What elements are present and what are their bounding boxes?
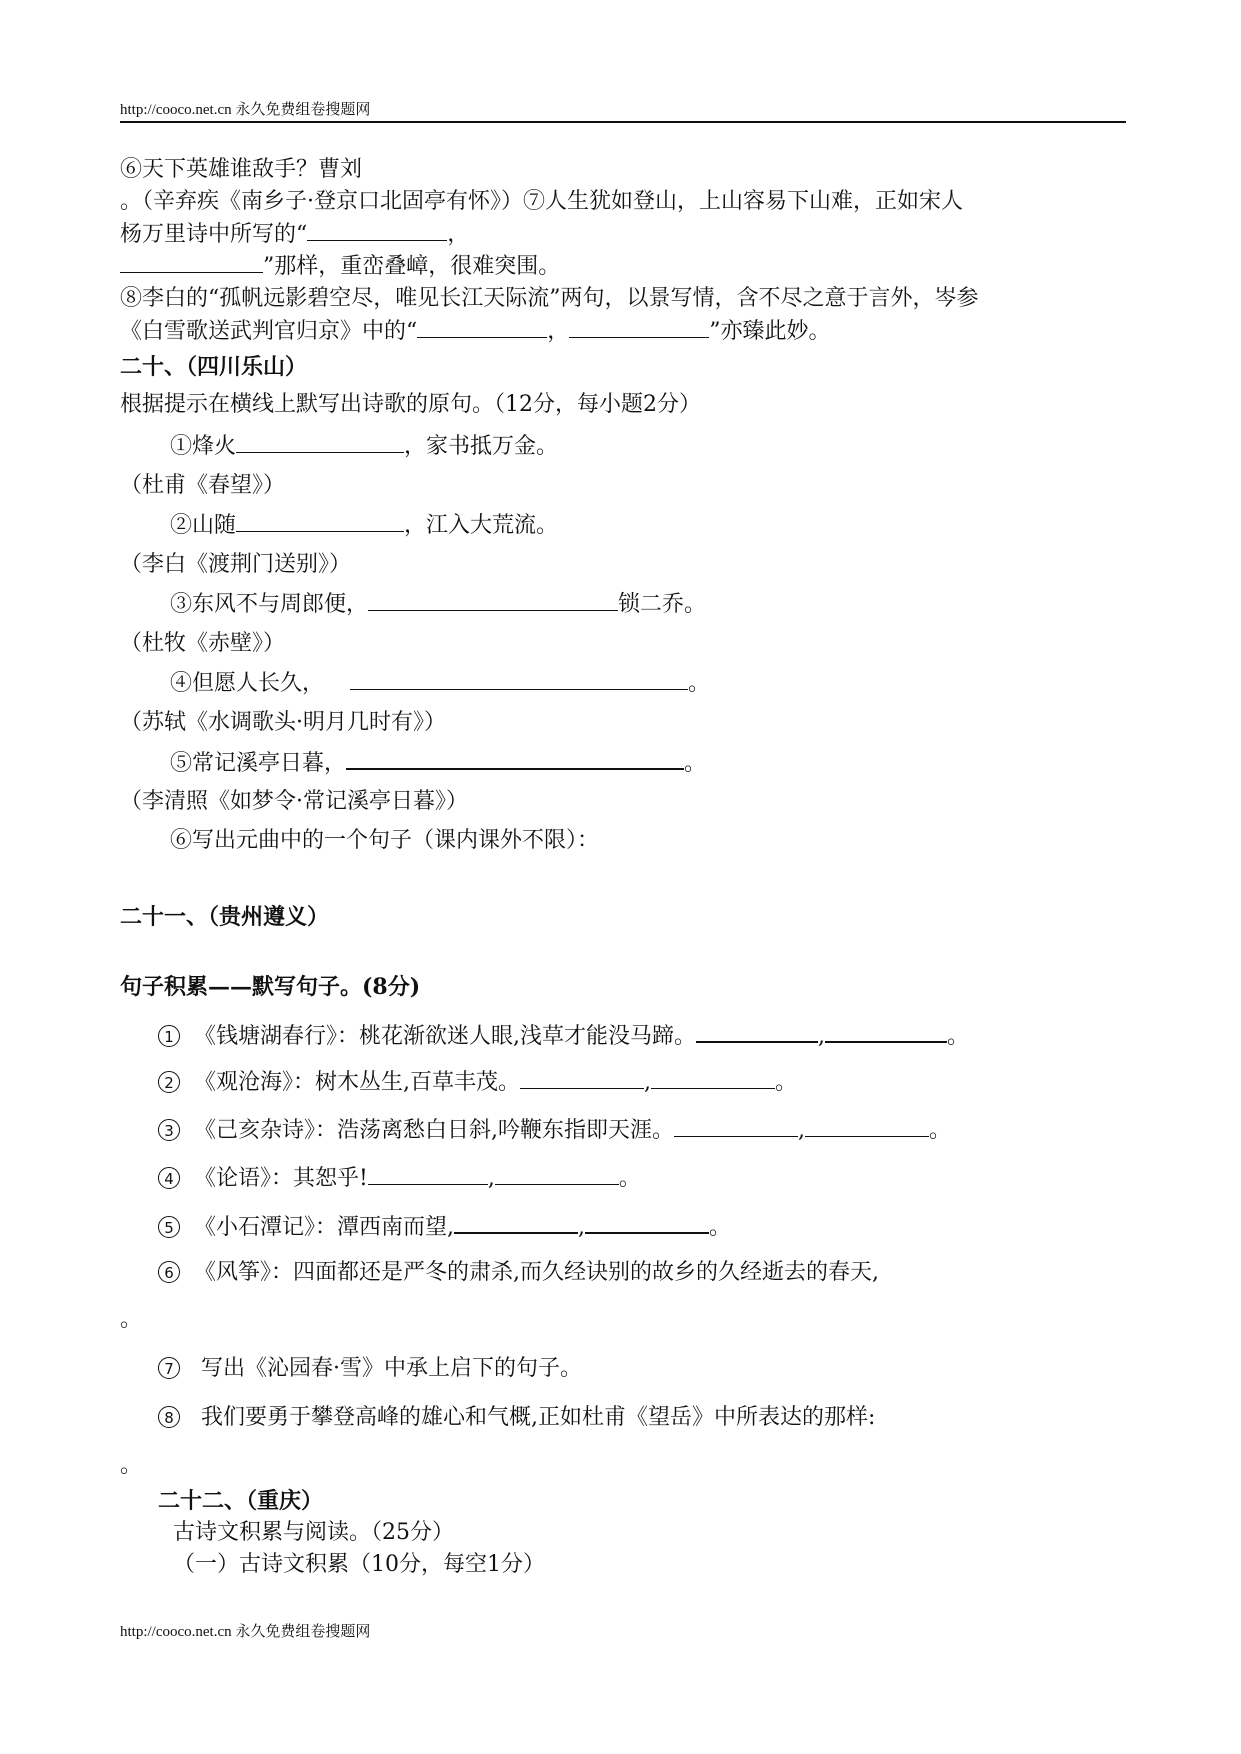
question-text: 但愿人长久，	[192, 671, 325, 696]
top-line-4	[120, 252, 560, 281]
question-text: 写出《沁园春·雪》中承上启下的句子。	[200, 1356, 582, 1381]
item-number-circle: 5	[158, 1216, 180, 1238]
s20-item-4	[170, 669, 710, 698]
s20-item-5	[170, 748, 706, 778]
answer-blank[interactable]	[825, 1021, 947, 1043]
question-text: 杨万里诗中所写的“	[120, 222, 308, 247]
answer-blank[interactable]	[368, 1164, 488, 1185]
answer-blank[interactable]	[350, 669, 688, 690]
item-number: ⑧	[120, 286, 143, 311]
answer-blank[interactable]	[495, 1164, 619, 1185]
s20-source-5: （李清照《如梦令·常记溪亭日暮》）	[120, 789, 468, 814]
s21-item-8	[158, 1404, 875, 1432]
item-number: ②	[170, 513, 193, 538]
item-number-circle: 2	[158, 1071, 180, 1093]
question-text: 锁二乔。	[618, 592, 707, 617]
s20-source-3: （杜牧《赤壁》）	[120, 631, 286, 656]
answer-blank[interactable]	[454, 1212, 578, 1234]
answer-blank[interactable]	[417, 317, 547, 338]
footer-site: http://cooco.net.cn	[120, 1624, 232, 1640]
header-rule	[120, 121, 1126, 123]
period: 。	[775, 1070, 798, 1095]
top-line-2	[120, 188, 963, 216]
question-text: 天下英雄谁敌手？曹刘	[142, 157, 363, 182]
item-number: ①	[170, 434, 193, 459]
separator: ,	[578, 1215, 585, 1240]
item-number: ③	[170, 592, 193, 617]
period: 。	[947, 1024, 970, 1049]
answer-blank[interactable]	[120, 252, 263, 273]
s20-source-2: （李白《渡荆门送别》）	[120, 552, 352, 577]
item-number-circle: 7	[158, 1357, 180, 1379]
s20-item-2	[170, 511, 558, 540]
answer-blank[interactable]	[674, 1116, 798, 1137]
section-22-intro: 古诗文积累与阅读。（25分）	[173, 1520, 454, 1545]
question-text: 常记溪亭日暮，	[192, 751, 347, 776]
header-site: http://cooco.net.cn	[120, 102, 232, 118]
item-number-circle: 4	[158, 1167, 180, 1189]
s20-source-1: （杜甫《春望》）	[120, 473, 286, 498]
page-footer	[120, 1623, 370, 1641]
s21-item-5	[158, 1212, 731, 1242]
period: 。	[709, 1215, 732, 1240]
answer-blank[interactable]	[696, 1021, 818, 1043]
answer-blank[interactable]	[368, 590, 618, 611]
item-number: ④	[170, 671, 193, 696]
separator: ,	[818, 1024, 825, 1049]
question-text: ，家书抵万金。	[404, 434, 559, 459]
s21-item-3	[158, 1116, 951, 1145]
s20-item-1	[170, 432, 558, 461]
section-20-intro: 根据提示在横线上默写出诗歌的原句。（12分，每小题2分）	[120, 392, 701, 417]
question-text: 《风筝》：四面都还是严冬的肃杀,而久经诀别的故乡的久经逝去的春天,	[194, 1260, 879, 1285]
question-text: 东风不与周郎便，	[192, 592, 369, 617]
top-line-3	[120, 220, 469, 249]
answer-blank[interactable]	[307, 220, 447, 241]
footer-tagline: 永久免费组卷搜题网	[235, 1624, 371, 1640]
question-text: ，	[447, 222, 470, 247]
s21-item-4	[158, 1164, 641, 1193]
answer-blank[interactable]	[236, 432, 404, 453]
separator: ,	[798, 1118, 805, 1143]
answer-blank[interactable]	[520, 1068, 644, 1089]
s21-item-1	[158, 1021, 969, 1051]
question-text: 李白的“孤帆远影碧空尽，唯见长江天际流”两句，以景写情，含不尽之意于言外，岑参	[142, 286, 979, 311]
question-text: 《白雪歌送武判官归京》中的“	[120, 319, 418, 344]
s21-item-6-cont: 。	[120, 1307, 143, 1332]
question-text: 《己亥杂诗》：浩荡离愁白日斜,吟鞭东指即天涯。	[194, 1118, 674, 1143]
period: 。	[929, 1118, 952, 1143]
answer-blank[interactable]	[651, 1068, 775, 1089]
section-22-sub: （一）古诗文积累（10分，每空1分）	[173, 1552, 545, 1577]
question-text: 写出元曲中的一个句子（课内课外不限）：	[192, 828, 600, 853]
item-number-circle: 8	[158, 1406, 180, 1428]
s20-item-6	[170, 827, 599, 855]
question-text: ”亦臻此妙。	[709, 319, 831, 344]
question-text: 《观沧海》：树木丛生,百草丰茂。	[194, 1070, 520, 1095]
question-text: 我们要勇于攀登高峰的雄心和气概,正如杜甫《望岳》中所表达的那样:	[200, 1405, 876, 1430]
item-number: ⑤	[170, 751, 193, 776]
question-text: 。	[688, 671, 711, 696]
answer-blank[interactable]	[585, 1212, 709, 1234]
s21-item-2	[158, 1068, 797, 1097]
question-text: 《论语》：其恕乎!	[194, 1166, 368, 1191]
top-line-5	[120, 285, 979, 313]
answer-blank[interactable]	[346, 748, 684, 770]
separator: ,	[644, 1070, 651, 1095]
answer-blank[interactable]	[236, 511, 404, 532]
s21-item-8-cont: 。	[120, 1453, 143, 1478]
item-number-circle: 1	[158, 1025, 180, 1047]
question-text: ”那样，重峦叠嶂，很难突围。	[263, 254, 561, 279]
question-text: 。	[684, 751, 707, 776]
item-number-circle: 3	[158, 1119, 180, 1141]
s20-source-4: （苏轼《水调歌头·明月几时有》）	[120, 710, 446, 735]
separator: ,	[487, 1166, 495, 1191]
s20-item-3	[170, 590, 706, 619]
top-line-1	[120, 156, 362, 184]
item-number: ⑦	[523, 189, 546, 214]
period: 。	[618, 1166, 641, 1191]
section-21-title: 二十一、（贵州遵义）	[120, 904, 330, 930]
section-20-title: 二十、（四川乐山）	[120, 354, 308, 380]
question-text: 《小石潭记》：潭西南而望,	[194, 1215, 454, 1240]
item-number: ⑥	[170, 828, 193, 853]
item-number: ⑥	[120, 157, 143, 182]
question-text: 烽火	[192, 434, 237, 459]
section-21-intro: 句子积累——默写句子。(8分)	[120, 974, 421, 1000]
question-text: ，江入大荒流。	[404, 513, 559, 538]
question-text: 。（辛弃疾《南乡子·登京口北固亭有怀》）	[120, 189, 523, 214]
item-number-circle: 6	[158, 1261, 180, 1283]
section-22-title: 二十二、（重庆）	[158, 1488, 324, 1514]
page-header	[120, 101, 370, 119]
question-text: ，	[547, 319, 570, 344]
s21-item-6	[158, 1259, 879, 1287]
answer-blank[interactable]	[569, 317, 709, 338]
question-text: 人生犹如登山，上山容易下山难，正如宋人	[545, 189, 964, 214]
answer-blank[interactable]	[805, 1116, 929, 1137]
top-line-6	[120, 317, 831, 346]
s21-item-7	[158, 1355, 582, 1383]
question-text: 山随	[192, 513, 237, 538]
header-tagline: 永久免费组卷搜题网	[235, 102, 371, 118]
question-text: 《钱塘湖春行》：桃花渐欲迷人眼,浅草才能没马蹄。	[194, 1024, 696, 1049]
